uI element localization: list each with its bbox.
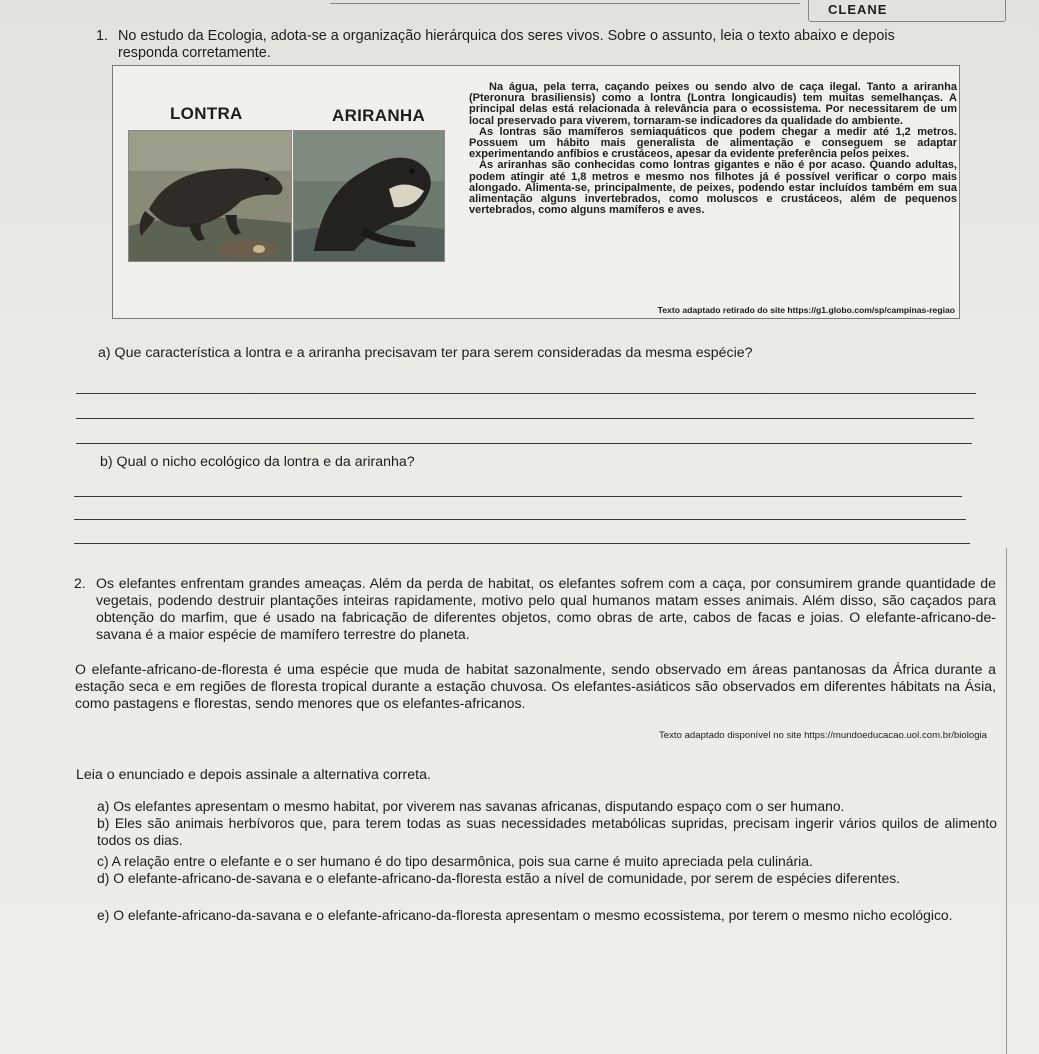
otter-text-paragraph-1: Na água, pela terra, caçando peixes ou sendo alvo de caça ilegal. Tanto a ariranha (Pteronura brasiliensis) como a lontra (Lontra longicaudis) tem muitas semelhanças. A principal delas está relacionada à relevância para o ecossistema. Por necessitarem de um local preservado para viverem, tornaram-se indicadores da qualidade do ambiente. xyxy=(469,81,957,127)
answer-line-b-1[interactable] xyxy=(74,496,962,497)
question-2-option-c[interactable]: c) A relação entre o elefante e o ser humano é do tipo desarmônica, pois sua carne é muito apreciada pela culinária. xyxy=(97,853,813,869)
photo-label-lontra: LONTRA xyxy=(170,104,243,123)
question-1-number: 1. xyxy=(96,28,109,44)
answer-line-b-2[interactable] xyxy=(74,519,966,520)
lontra-photo xyxy=(128,130,292,262)
lontra-illustration xyxy=(129,131,291,261)
question-2-option-b[interactable]: b) Eles são animais herbívoros que, para terem todas as suas necessidades metabólicas supridas, precisam ingerir vários quilos de alimento todos os dias. xyxy=(97,815,997,848)
question-1-prompt xyxy=(96,28,1006,62)
answer-line-a-2[interactable] xyxy=(76,418,974,419)
question-2-instruction: Leia o enunciado e depois assinale a alternativa correta. xyxy=(76,767,431,783)
ariranha-photo xyxy=(293,130,445,262)
question-2-paragraph-2: O elefante-africano-de-floresta é uma espécie que muda de habitat sazonalmente, sendo observado em áreas pantanosas da África durante a estação seca e em regiões de floresta tropical durante a estação chuvosa. Os elefantes-asiáticos são observados em diferentes hábitats na Ásia, como pastagens e florestas, sendo menores que os elefantes-africanos. xyxy=(75,661,996,711)
answer-line-b-3[interactable] xyxy=(74,543,970,544)
question-1-item-b: b) Qual o nicho ecológico da lontra e da ariranha? xyxy=(100,454,415,470)
photo-label-ariranha: ARIRANHA xyxy=(332,106,426,125)
question-1-item-a: a) Que característica a lontra e a ariranha precisavam ter para serem consideradas da mesma espécie? xyxy=(98,345,753,361)
question-1-prompt-line2: responda corretamente. xyxy=(118,45,271,61)
ariranha-illustration xyxy=(294,131,444,261)
page-margin-line xyxy=(1006,548,1007,1054)
otter-text-paragraph-3: As ariranhas são conhecidas como lontras gigantes e não é por acaso. Quando adultas, podem atingir até 1,8 metros e mesmo nos filhotes já é possível verificar o corpo mais alongado. Alimenta-se, principalmente, de peixes, podendo estar incluídos também em sua alimentação alguns invertebrados, como moluscos e crustáceos, além de pequenos vertebrados, como alguns mamíferos e aves. xyxy=(469,159,957,217)
answer-line-a-1[interactable] xyxy=(76,393,976,394)
question-2-option-a[interactable]: a) Os elefantes apresentam o mesmo habitat, por viverem nas savanas africanas, disputando espaço com o ser humano. xyxy=(97,798,845,814)
question-1-source: Texto adaptado retirado do site https://g1.globo.com/sp/campinas-regiao xyxy=(657,305,955,315)
otter-reading-text xyxy=(469,82,957,216)
header-rule xyxy=(330,3,800,4)
question-2-number: 2. xyxy=(74,575,86,591)
question-2-paragraph-1: Os elefantes enfrentam grandes ameaças. Além da perda de habitat, os elefantes sofrem com a caça, por consumirem grande quantidade de vegetais, podendo destruir plantações inteiras rapidamente, motivo pelo qual humanos matam esses animais. Além disso, são caçados para obtenção do marfim, que é usado na fabricação de diferentes objetos, como obras de arte, cabos de facas e joias. O elefante-africano-de-savana é a maior espécie de mamífero terrestre do planeta. xyxy=(96,575,996,642)
answer-line-a-3[interactable] xyxy=(76,443,972,444)
header-partial-label: CLEANE xyxy=(828,2,888,17)
question-2-option-d[interactable]: d) O elefante-africano-de-savana e o elefante-africano-da-floresta estão a nível de comunidade, por serem de espécies diferentes. xyxy=(97,870,901,886)
question-1-prompt-line1: No estudo da Ecologia, adota-se a organização hierárquica dos seres vivos. Sobre o assunto, leia o texto abaixo e depois xyxy=(118,28,895,44)
question-2-option-e[interactable]: e) O elefante-africano-da-savana e o elefante-africano-da-floresta apresentam o mesmo ecossistema, por terem o mesmo nicho ecológico. xyxy=(97,907,953,923)
question-2-source: Texto adaptado disponível no site https://mundoeducacao.uol.com.br/biologia xyxy=(659,730,987,741)
otter-text-paragraph-2: As lontras são mamíferos semiaquáticos que podem chegar a medir até 1,2 metros. Possuem um hábito mais generalista de alimentação e conseguem se adaptar experimentando anfíbios e crustáceos, apesar da evidente preferência pelos peixes. xyxy=(469,125,957,161)
